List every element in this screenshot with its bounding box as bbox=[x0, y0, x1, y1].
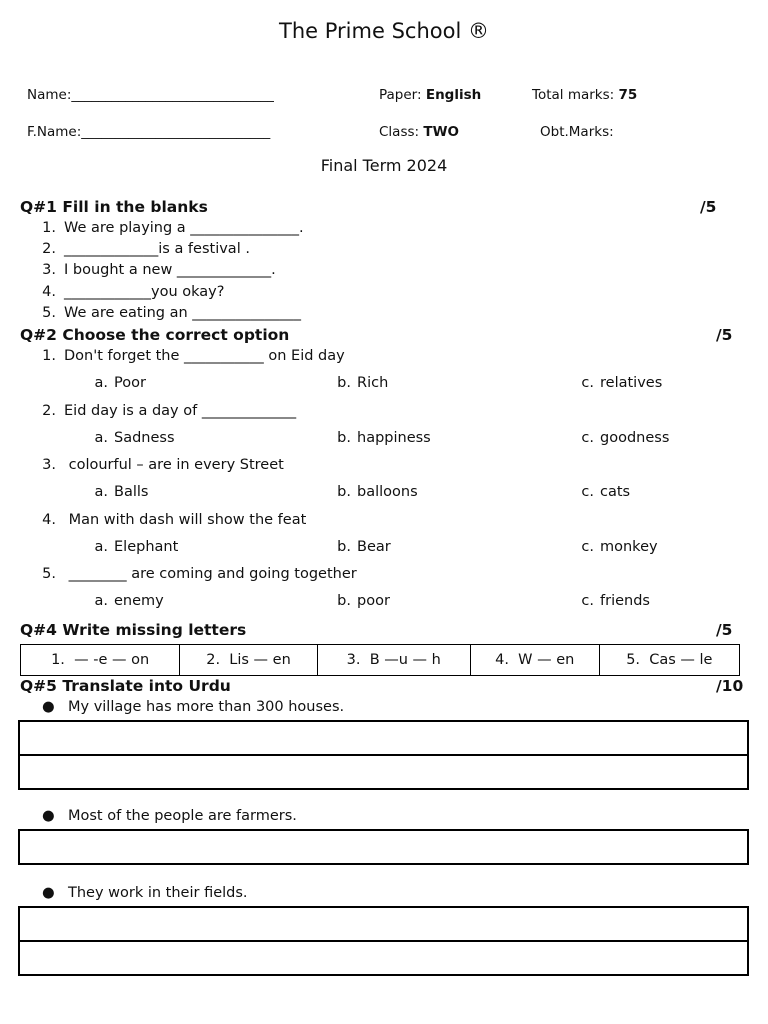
obtained-marks-label: Obt.Marks: bbox=[540, 124, 614, 140]
paper-value: English bbox=[425, 87, 482, 103]
q4-marks: /5 bbox=[716, 621, 733, 639]
answer-line[interactable] bbox=[20, 722, 747, 756]
option-a: a. enemy bbox=[94, 593, 164, 609]
total-marks-value: 75 bbox=[618, 87, 638, 103]
option-c: c. monkey bbox=[581, 539, 658, 555]
missing-letters-cell: 5. Cas — le bbox=[599, 645, 739, 676]
answer-line[interactable] bbox=[20, 942, 747, 974]
q1-title: Q#1 Fill in the blanks bbox=[20, 198, 208, 216]
q1-marks: /5 bbox=[700, 198, 717, 216]
option-a: a. Poor bbox=[94, 375, 146, 391]
total-marks-label: Total marks: bbox=[532, 87, 615, 103]
missing-letters-cell: 2. Lis — en bbox=[180, 645, 317, 676]
missing-letters-table bbox=[20, 644, 740, 676]
q5-marks: /10 bbox=[716, 677, 744, 695]
q5-sentence: ● They work in their fields. bbox=[42, 885, 248, 901]
option-b: b. Rich bbox=[337, 375, 389, 391]
q1-item: 5. We are eating an _______________ bbox=[42, 305, 302, 321]
q2-question: 5. ________ are coming and going together bbox=[42, 566, 357, 582]
option-a: a. Balls bbox=[94, 484, 149, 500]
q2-question: 4. Man with dash will show the feat bbox=[42, 512, 307, 528]
class-value: TWO bbox=[423, 124, 459, 140]
option-c: c. relatives bbox=[581, 375, 663, 391]
option-a: a. Sadness bbox=[94, 430, 175, 446]
paper-label: Paper: bbox=[379, 87, 422, 103]
q2-title: Q#2 Choose the correct option bbox=[20, 326, 290, 344]
q4-title: Q#4 Write missing letters bbox=[20, 621, 247, 639]
q5-title: Q#5 Translate into Urdu bbox=[20, 677, 231, 695]
answer-line[interactable] bbox=[20, 908, 747, 942]
q2-question: 2. Eid day is a day of _____________ bbox=[42, 403, 297, 419]
answer-box[interactable] bbox=[18, 720, 749, 790]
father-name-field bbox=[27, 124, 270, 140]
class-label: Class: bbox=[379, 124, 420, 140]
answer-box[interactable] bbox=[18, 829, 749, 865]
class-field bbox=[379, 124, 459, 140]
name-blank: ______________________________ bbox=[71, 87, 274, 103]
term-heading: Final Term 2024 bbox=[320, 156, 448, 175]
option-c: c. cats bbox=[581, 484, 631, 500]
q2-marks: /5 bbox=[716, 326, 733, 344]
answer-line[interactable] bbox=[20, 831, 747, 863]
option-c: c. friends bbox=[581, 593, 650, 609]
option-b: b. balloons bbox=[337, 484, 418, 500]
option-a: a. Elephant bbox=[94, 539, 179, 555]
father-name-blank: ____________________________ bbox=[81, 124, 271, 140]
option-c: c. goodness bbox=[581, 430, 670, 446]
name-label: Name: bbox=[27, 87, 72, 103]
option-b: b. poor bbox=[337, 593, 390, 609]
total-marks-field bbox=[532, 87, 637, 103]
q1-item: 4. ____________you okay? bbox=[42, 284, 225, 300]
q2-question: 3. colourful – are in every Street bbox=[42, 457, 284, 473]
option-b: b. Bear bbox=[337, 539, 391, 555]
school-title: The Prime School ® bbox=[279, 19, 489, 43]
answer-line[interactable] bbox=[20, 756, 747, 788]
father-name-label: F.Name: bbox=[27, 124, 82, 140]
answer-box[interactable] bbox=[18, 906, 749, 976]
paper-field bbox=[379, 87, 481, 103]
q1-item: 3. I bought a new _____________. bbox=[42, 262, 276, 278]
q1-item: 2. _____________is a festival . bbox=[42, 241, 250, 257]
missing-letters-cell: 4. W — en bbox=[470, 645, 599, 676]
q5-sentence: ● Most of the people are farmers. bbox=[42, 808, 297, 824]
q1-item: 1. We are playing a _______________. bbox=[42, 220, 304, 236]
missing-letters-cell: 3. B —u — h bbox=[317, 645, 470, 676]
missing-letters-cell: 1. — -e — on bbox=[21, 645, 180, 676]
name-field bbox=[27, 87, 274, 103]
q2-question: 1. Don't forget the ___________ on Eid day bbox=[42, 348, 345, 364]
q5-sentence: ● My village has more than 300 houses. bbox=[42, 699, 345, 715]
option-b: b. happiness bbox=[337, 430, 431, 446]
